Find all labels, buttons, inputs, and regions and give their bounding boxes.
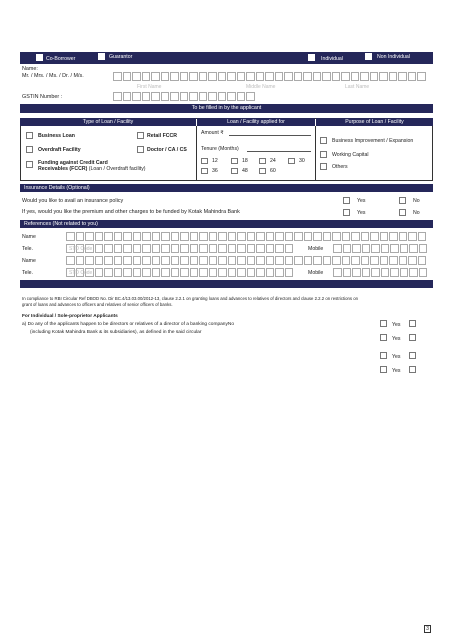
- ref1-name-grid[interactable]: [66, 232, 427, 241]
- insurance-q2-no-label: No: [413, 210, 420, 216]
- insurance-q1-no-checkbox[interactable]: [399, 197, 406, 204]
- ref1-std-hint: STD Code: [69, 246, 93, 252]
- ref2-mobile-label: Mobile: [308, 270, 324, 276]
- purpose-others-label: Others: [332, 164, 348, 170]
- insurance-title: Insurance Details (Optional): [24, 185, 90, 191]
- individual-label: Individual: [321, 55, 343, 62]
- tenure-24-checkbox[interactable]: [259, 158, 266, 164]
- business-loan-checkbox[interactable]: [26, 132, 33, 139]
- amount-label: Amount ₹: [201, 130, 224, 136]
- insurance-q2: If yes, would you like the premium and other charges to be funded by Kotak Mahindra Bank: [22, 209, 240, 215]
- first-name-hint: First Name: [137, 84, 162, 90]
- compliance-yes-label-4: Yes: [392, 368, 401, 374]
- last-name-hint: Last Name: [345, 84, 370, 90]
- funding-line2: Receivables (FCCR) (Loan / Overdraft facility): [38, 166, 146, 172]
- insurance-q2-yes-checkbox[interactable]: [343, 209, 350, 216]
- compliance-no-checkbox-3[interactable]: [409, 352, 416, 359]
- insurance-bar: [20, 184, 433, 192]
- ref1-mobile-grid[interactable]: [333, 244, 428, 253]
- ref2-mobile-grid[interactable]: [333, 268, 428, 277]
- references-footer-bar: [20, 280, 433, 288]
- tenure-30-checkbox[interactable]: [288, 158, 295, 164]
- overdraft-label: Overdraft Facility: [38, 147, 81, 153]
- funding-fccr-checkbox[interactable]: [26, 161, 33, 168]
- purpose-others-checkbox[interactable]: [320, 163, 327, 170]
- tenure-18-checkbox[interactable]: [231, 158, 238, 164]
- references-bar: [20, 220, 433, 228]
- retail-fccr-label: Retail FCCR: [147, 133, 177, 139]
- insurance-q2-yes-label: Yes: [357, 210, 366, 216]
- tenure-label: Tenure (Months): [201, 146, 239, 152]
- compliance-question-line1: a) Do any of the applicants happen to be directors or relatives of a director of a banking companyNo: [22, 322, 234, 327]
- business-loan-label: Business Loan: [38, 133, 75, 139]
- page-number: 3: [424, 625, 431, 633]
- compliance-yes-checkbox-2[interactable]: [380, 334, 387, 341]
- funding-line1: Funding against Credit Card: [38, 160, 108, 166]
- ref2-tele-label: Tele.: [22, 270, 33, 276]
- compliance-yes-checkbox-1[interactable]: [380, 320, 387, 327]
- compliance-no-checkbox-1[interactable]: [409, 320, 416, 327]
- doctor-checkbox[interactable]: [137, 146, 144, 153]
- ref1-mobile-label: Mobile: [308, 246, 324, 252]
- compliance-yes-label-1: Yes: [392, 322, 401, 328]
- insurance-q1-no-label: No: [413, 198, 420, 204]
- tenure-60-label: 60: [270, 168, 276, 174]
- compliance-paragraph-line1: In compliance to RBI Circular Ref DBOD No. Dir BC.4/13.03.00/2012-13, clause 2.2.1 on granting loans and advances to relatives of directors and clause 2.2.2 on restrictions on: [22, 296, 359, 301]
- insurance-q1: Would you like to avail an insurance policy: [22, 198, 124, 204]
- individual-checkbox[interactable]: [308, 54, 315, 61]
- co-borrower-label: Co-Borrower: [46, 55, 76, 62]
- applicant-bar: [20, 104, 433, 113]
- tenure-18-label: 18: [242, 158, 248, 164]
- non-individual-checkbox[interactable]: [365, 53, 372, 60]
- ref2-name-grid[interactable]: [66, 256, 427, 265]
- compliance-heading: For Individual / Sole-proprietor Applicants: [22, 314, 118, 319]
- tenure-60-checkbox[interactable]: [259, 168, 266, 174]
- applicant-bar-title: To be filled in by the applicant: [191, 105, 262, 111]
- guarantor-label: Guarantor: [109, 54, 133, 60]
- tenure-36-label: 36: [212, 168, 218, 174]
- purpose-expansion-label: Business Improvement / Expansion: [332, 138, 414, 144]
- loan-purpose-header: Purpose of Loan / Facility: [316, 118, 433, 126]
- ref1-name-label: Name: [22, 234, 36, 240]
- loan-type-header: Type of Loan / Facility: [20, 118, 196, 126]
- tenure-30-label: 30: [299, 158, 305, 164]
- name-label: Name:: [22, 66, 38, 72]
- name-grid[interactable]: [113, 72, 427, 81]
- loan-col-divider-1: [196, 126, 197, 181]
- gstin-label: GSTIN Number :: [22, 94, 63, 100]
- insurance-q1-yes-label: Yes: [357, 198, 366, 204]
- ref1-tele-grid[interactable]: [66, 244, 294, 253]
- tenure-12-checkbox[interactable]: [201, 158, 208, 164]
- loan-col-divider-2: [315, 126, 316, 181]
- tenure-48-label: 48: [242, 168, 248, 174]
- non-individual-label: Non Individual: [377, 54, 410, 60]
- ref2-tele-grid[interactable]: [66, 268, 294, 277]
- purpose-working-capital-checkbox[interactable]: [320, 151, 327, 158]
- purpose-working-capital-label: Working Capital: [332, 152, 369, 158]
- co-borrower-checkbox[interactable]: [36, 54, 43, 61]
- tenure-48-checkbox[interactable]: [231, 168, 238, 174]
- compliance-paragraph-line2: grant of loans and advances to officers and relatives of senior officers of banks.: [22, 302, 173, 307]
- tenure-line: [247, 151, 311, 152]
- gstin-grid[interactable]: [113, 92, 256, 101]
- compliance-yes-checkbox-3[interactable]: [380, 352, 387, 359]
- tenure-36-checkbox[interactable]: [201, 168, 208, 174]
- amount-input[interactable]: [229, 135, 311, 136]
- compliance-question-line2: (including Kotak Mahindra Bank & its subsidiaries), as defined in the said circular: [30, 330, 202, 335]
- middle-name-hint: Middle Name: [246, 84, 276, 90]
- insurance-q2-no-checkbox[interactable]: [399, 209, 406, 216]
- tenure-24-label: 24: [270, 158, 276, 164]
- ref1-tele-label: Tele.: [22, 246, 33, 252]
- ref2-std-hint: STD Code: [69, 270, 93, 276]
- retail-fccr-checkbox[interactable]: [137, 132, 144, 139]
- doctor-label: Doctor / CA / CS: [147, 147, 187, 153]
- salutation-label: Mr. / Mrs. / Ms. / Dr. / M/s.: [22, 73, 84, 79]
- insurance-q1-yes-checkbox[interactable]: [343, 197, 350, 204]
- loan-amount-header: Loan / Facility applied for: [197, 118, 315, 126]
- compliance-no-checkbox-2[interactable]: [409, 334, 416, 341]
- guarantor-checkbox[interactable]: [98, 53, 105, 60]
- references-title: References (Not related to you): [24, 221, 98, 227]
- ref2-name-label: Name: [22, 258, 36, 264]
- compliance-yes-label-3: Yes: [392, 354, 401, 360]
- applicant-type-bar: [20, 52, 433, 64]
- purpose-expansion-checkbox[interactable]: [320, 137, 327, 144]
- compliance-no-checkbox-4[interactable]: [409, 366, 416, 373]
- compliance-yes-label-2: Yes: [392, 336, 401, 342]
- overdraft-checkbox[interactable]: [26, 146, 33, 153]
- compliance-yes-checkbox-4[interactable]: [380, 366, 387, 373]
- tenure-12-label: 12: [212, 158, 218, 164]
